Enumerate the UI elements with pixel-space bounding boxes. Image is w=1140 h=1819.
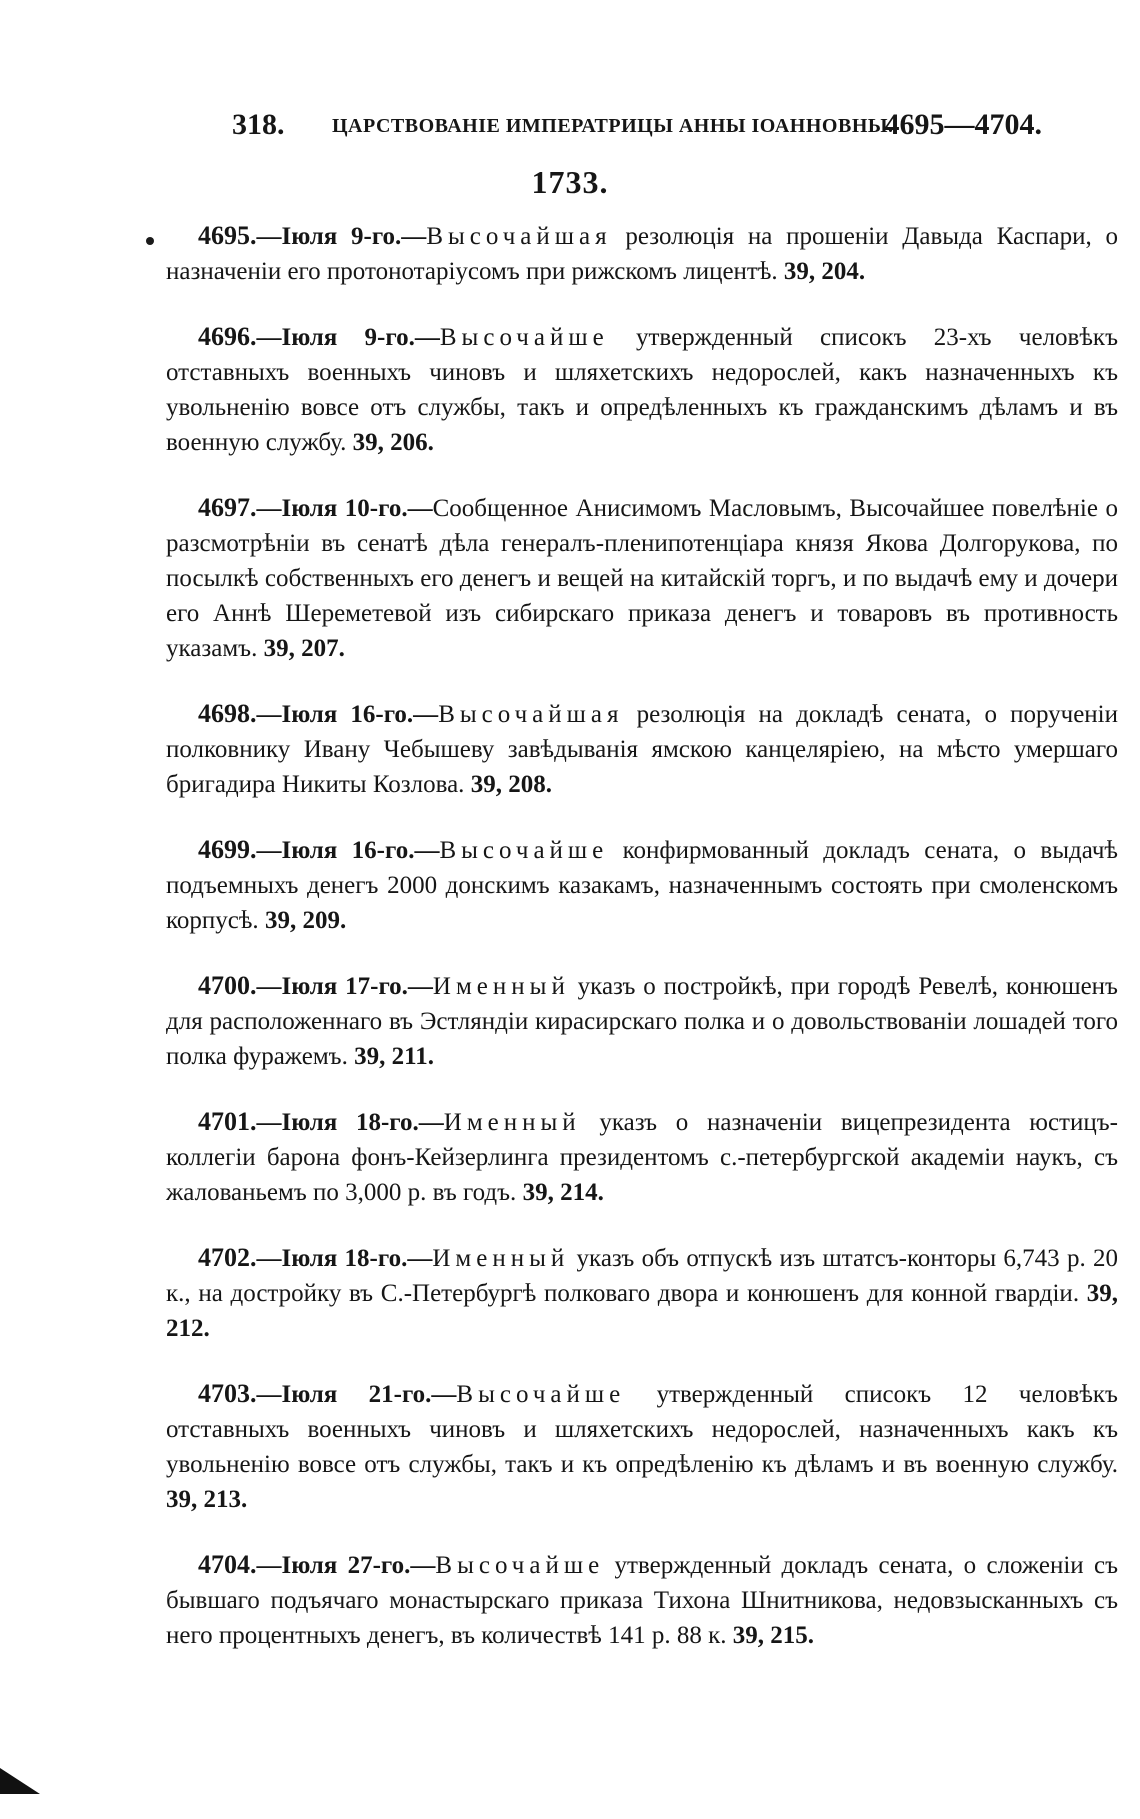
entry-kind: Именный: [443, 1109, 581, 1136]
entry-4702: [166, 1240, 1118, 1346]
entry-ref: 39, 212.: [166, 1280, 1118, 1342]
entry-4700: [166, 968, 1118, 1074]
entry-ref: 39, 213.: [166, 1486, 248, 1513]
entry-4696: [166, 319, 1118, 460]
entry-date: —Іюля 9-го.—: [256, 324, 440, 351]
entry-date: —Іюля 16-го.—: [256, 837, 440, 864]
scan-corner-mark: [0, 1768, 40, 1794]
entry-kind: Именный: [432, 1245, 570, 1272]
entry-number: 4700.: [198, 971, 257, 1000]
entry-number: 4697.: [198, 493, 257, 522]
entry-text: утвержденный списокъ 23-хъ человѣкъ отставныхъ военныхъ чиновъ и шляхетскихъ недорослей, какъ назначенныхъ къ увольненію вовсе отъ службы, такъ и опредѣленныхъ къ гражданскимъ дѣламъ и въ военную службу.: [166, 324, 1119, 456]
page-number: 318.: [232, 108, 285, 141]
entry-text: резолюція на докладѣ сената, о порученіи полковнику Ивану Чебышеву завѣдыванія ямскою канцеляріею, на мѣсто умершаго бригадира Никиты Козлова.: [166, 701, 1118, 798]
entry-ref: 39, 207.: [263, 635, 345, 662]
entry-ref: 39, 206.: [352, 429, 434, 456]
entry-range: 4695—4704.: [884, 108, 1042, 141]
entry-date: —Іюля 21-го.—: [256, 1381, 457, 1408]
entry-text: конфирмованный докладъ сената, о выдачѣ подъемныхъ денегъ 2000 донскимъ казакамъ, назначеннымъ состоять при смоленскомъ корпусѣ.: [166, 837, 1118, 934]
entry-4695: [166, 218, 1118, 289]
entry-4704: [166, 1547, 1118, 1653]
entry-number: 4695.: [198, 221, 257, 250]
entry-kind: Именный: [432, 973, 570, 1000]
entry-text: указъ о постройкѣ, при городѣ Ревелѣ, конюшенъ для расположеннаго въ Эстляндіи кирасирскаго полка и о довольствованіи лошадей того полка фуражемъ.: [166, 973, 1118, 1070]
entry-date: —Іюля 9-го.—: [256, 223, 427, 250]
entry-number: 4698.: [198, 699, 257, 728]
entry-text: указъ объ отпускѣ изъ штатсъ-конторы 6,743 р. 20 к., на достройку въ С.-Петербургѣ полковаго двора и конюшенъ для конной гвардіи.: [166, 1245, 1118, 1307]
entry-4698: [166, 696, 1118, 802]
entry-date: —Іюля 27-го.—: [256, 1552, 436, 1579]
margin-dot: [146, 237, 154, 245]
entry-number: 4702.: [198, 1243, 257, 1272]
entry-kind: Высочайше: [456, 1381, 626, 1408]
entry-ref: 39, 204.: [783, 258, 866, 285]
entry-ref: 39, 215.: [732, 1622, 814, 1649]
entry-4701: [166, 1104, 1118, 1210]
page-header: [232, 108, 1042, 148]
entry-text: резолюція на прошеніи Давыда Каспари, о назначеніи его протонотаріусомъ при рижскомъ лицентѣ.: [166, 223, 1118, 285]
entry-kind: Высочайше: [439, 837, 609, 864]
running-title: ЦАРСТВОВАНІЕ ИМПЕРАТРИЦЫ АННЫ ІОАННОВНЫ.: [332, 115, 894, 137]
entry-text: указъ о назначеніи вицепрезидента юстицъ-коллегіи барона фонъ-Кейзерлинга президентомъ с.-петербургской академіи наукъ, съ жалованьемъ по 3,000 р. въ годъ.: [166, 1109, 1118, 1206]
entry-ref: 39, 211.: [354, 1043, 434, 1070]
entry-kind: Высочайше: [439, 324, 609, 351]
entry-4699: [166, 832, 1118, 938]
entry-number: 4699.: [198, 835, 257, 864]
entry-4697: [166, 490, 1118, 666]
entry-date: —Іюля 17-го.—: [256, 973, 433, 1000]
entry-text: утвержденный списокъ 12 человѣкъ отставныхъ военныхъ чиновъ и шляхетскихъ недорослей, назначенныхъ какъ къ увольненію вовсе отъ службы, такъ и къ опредѣленію къ дѣламъ и въ военную службу.: [166, 1381, 1118, 1478]
entry-number: 4701.: [198, 1107, 257, 1136]
entry-number: 4696.: [198, 322, 257, 351]
entry-date: —Іюля 18-го.—: [256, 1109, 444, 1136]
entry-text: утвержденный докладъ сената, о сложеніи съ бывшаго подъячаго монастырскаго приказа Тихона Шнитникова, недовзысканныхъ съ него процентныхъ денегъ, въ количествѣ 141 р. 88 к.: [166, 1552, 1118, 1649]
entry-date: —Іюля 18-го.—: [256, 1245, 433, 1272]
entry-ref: 39, 208.: [470, 771, 552, 798]
entry-ref: 39, 214.: [522, 1179, 604, 1206]
entry-number: 4703.: [198, 1379, 257, 1408]
entry-kind: Высочайшая: [438, 701, 624, 728]
year-heading: 1733.: [531, 164, 609, 200]
entry-text: Сообщенное Анисимомъ Масловымъ, Высочайшее повелѣніе о разсмотрѣніи въ сенатѣ дѣла генералъ-пленипотенціара князя Якова Долгорукова, по посылкѣ собственныхъ его денегъ и вещей на китайскій торгъ, и по выдачѣ ему и дочери его Аннѣ Шереметевой изъ сибирскаго приказа денегъ и товаровъ въ противность указамъ.: [166, 495, 1118, 662]
entry-date: —Іюля 16-го.—: [256, 701, 439, 728]
entry-number: 4704.: [198, 1550, 257, 1579]
entry-kind: Высочайше: [435, 1552, 605, 1579]
entry-ref: 39, 209.: [264, 907, 347, 934]
entry-kind: Высочайшая: [426, 223, 612, 250]
entries-list: [166, 218, 1118, 1683]
entry-date: —Іюля 10-го.—: [256, 495, 433, 522]
entry-4703: [166, 1376, 1118, 1517]
